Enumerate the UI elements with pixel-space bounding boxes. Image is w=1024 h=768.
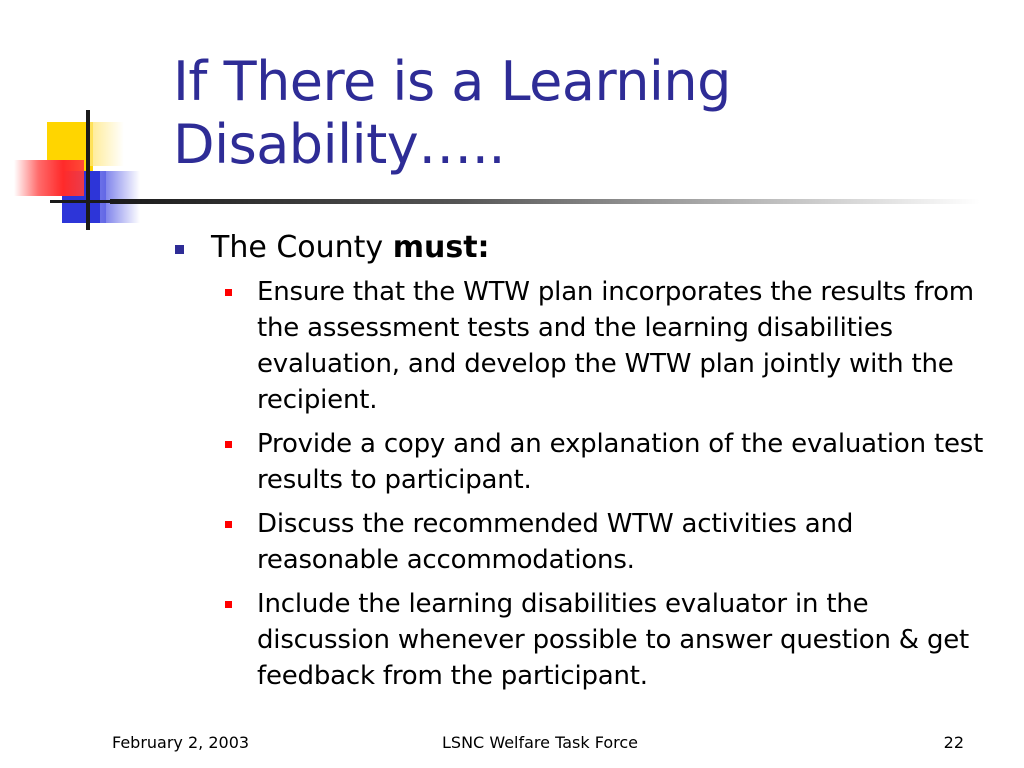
vertical-line-shape bbox=[86, 110, 90, 230]
blue-fade-shape bbox=[100, 171, 140, 223]
sub-bullet-item bbox=[175, 274, 985, 418]
red-bar-shape bbox=[14, 160, 84, 196]
decorative-logo-graphic bbox=[0, 0, 160, 240]
bullet-emphasis-text: must: bbox=[392, 230, 490, 265]
sub-bullet-item bbox=[175, 426, 985, 498]
bullet-text: The County bbox=[211, 230, 393, 265]
sub-bullet-list bbox=[175, 274, 985, 694]
footer-organization: LSNC Welfare Task Force bbox=[442, 733, 638, 752]
red-square-bullet-icon bbox=[225, 289, 232, 296]
red-square-bullet-icon bbox=[225, 441, 232, 448]
yellow-fade-shape bbox=[90, 122, 124, 166]
footer-page-number: 22 bbox=[943, 733, 964, 752]
red-square-bullet-icon bbox=[225, 521, 232, 528]
title-underline-rule bbox=[110, 199, 980, 204]
sub-bullet-text: Provide a copy and an explanation of the evaluation test results to participant. bbox=[257, 429, 984, 495]
sub-bullet-text: Discuss the recommended WTW activities and reasonable accommodations. bbox=[257, 509, 854, 575]
footer-date: February 2, 2003 bbox=[112, 733, 250, 752]
slide-body bbox=[175, 228, 985, 702]
red-square-bullet-icon bbox=[225, 601, 232, 608]
sub-bullet-text: Ensure that the WTW plan incorporates the results from the assessment tests and the learning disabilities evaluation, and develop the WTW plan jointly with the recipient. bbox=[257, 277, 974, 415]
square-bullet-icon bbox=[175, 245, 184, 254]
sub-bullet-text: Include the learning disabilities evaluator in the discussion whenever possible to answer question & get feedback from the participant. bbox=[257, 589, 970, 691]
sub-bullet-item bbox=[175, 506, 985, 578]
sub-bullet-item bbox=[175, 586, 985, 694]
slide-title: If There is a Learning Disability….. bbox=[173, 50, 731, 176]
bullet-item-level1 bbox=[175, 228, 985, 268]
